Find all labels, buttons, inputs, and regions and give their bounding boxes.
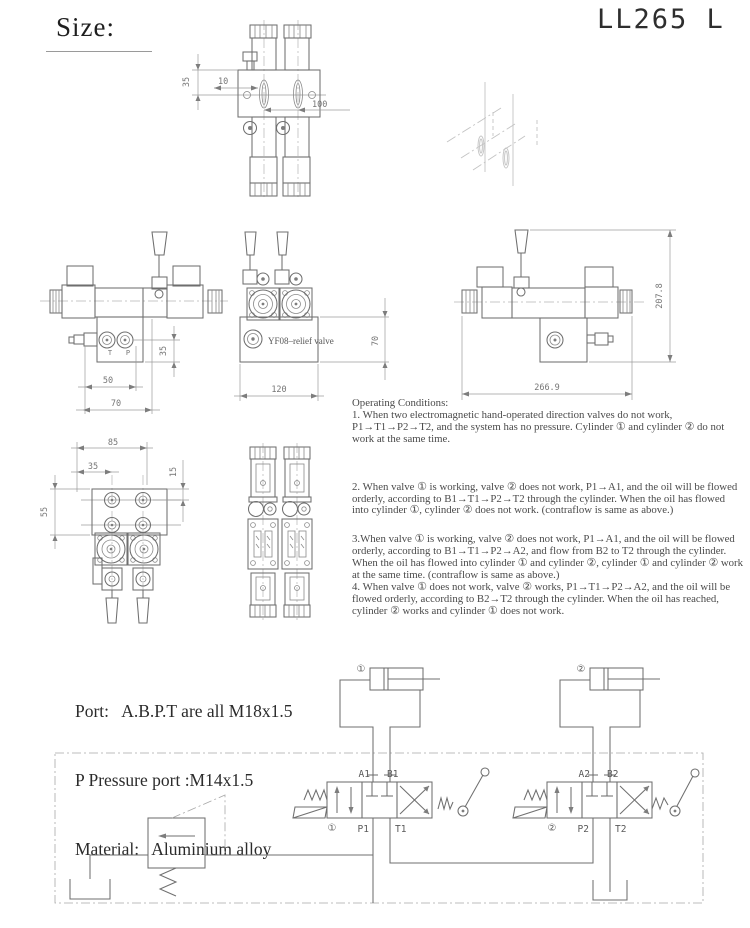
cylinder-2-number: ② — [576, 664, 586, 675]
port-b2-label: B2 — [607, 769, 619, 780]
plan-dim-35: 35 — [182, 76, 192, 88]
valve-2-number: ② — [547, 823, 557, 834]
operating-condition-3: 3.When valve ① is working, valve ② does not work, P1→A1, and the oil will be flowed orderly, according to B1→T1→P2→A2, and flow from B2 to T2 through the cylinder. When the oil has flowed into cylinder ① and cylinder ②, cylinder ① and cylinder ② work at the same time. (contraflow is same as above.) — [352, 533, 744, 582]
port-t1-label: T1 — [395, 824, 407, 835]
port-a2-label: A2 — [578, 769, 590, 780]
size-underline — [46, 51, 152, 52]
assembled-dim-266: 266.9 — [534, 383, 560, 393]
plan-dim-100: 100 — [312, 100, 328, 110]
cylinder-1-number: ① — [356, 664, 366, 675]
port-p1-label: P1 — [357, 824, 369, 835]
port-t2-label: T2 — [615, 824, 627, 835]
relief-valve-label: YF08–relief valve — [268, 336, 334, 346]
bottom-dim-15: 15 — [169, 466, 179, 478]
bottom-dim-55: 55 — [40, 506, 50, 518]
front-dim-70: 70 — [110, 399, 122, 409]
iso-detail-drawing — [445, 78, 555, 198]
twin-valve-top-view-drawing — [243, 438, 338, 643]
port-a1-label: A1 — [358, 769, 370, 780]
spec-port: Port: A.B.P.T are all M18x1.5 — [75, 701, 293, 721]
port-b1-label: B1 — [387, 769, 399, 780]
front-dim-50: 50 — [102, 376, 114, 386]
spec-material: Material: Aluminium alloy — [75, 839, 272, 859]
assembled-view-drawing — [450, 224, 750, 424]
front-port-t-label: T — [107, 349, 113, 357]
front-dim-35: 35 — [159, 345, 169, 357]
operating-condition-1: 1. When two electromagnetic hand-operated direction valves do not work, P1→T1→P2→T2, and the system has no pressure. Cylinder ① and cylinder ② do not work at the same time. — [352, 408, 725, 445]
operating-condition-4: 4. When valve ① does not work, valve ② works, P1→T1→P2→A2, and the oil will be flowed orderly, according to B2→T2 through the cylinder. When the oil has reached, cylinder ② works and cylinder ① does not work. — [352, 580, 731, 617]
front-port-p-label: P — [125, 349, 131, 357]
operating-conditions-block — [352, 398, 744, 618]
spec-pressure-port: P Pressure port :M14x1.5 — [75, 770, 254, 790]
operating-conditions-title: Operating Conditions: — [352, 397, 449, 409]
bottom-view-drawing — [33, 430, 238, 642]
assembled-dim-207: 207.8 — [655, 283, 665, 309]
plan-dim-10: 10 — [218, 77, 229, 87]
side-dim-70: 70 — [371, 335, 381, 347]
valve-1-number: ① — [327, 823, 337, 834]
plan-view-drawing — [180, 8, 360, 213]
hydraulic-schematic — [40, 655, 730, 925]
bottom-dim-85: 85 — [107, 438, 119, 448]
front-view-drawing — [38, 224, 238, 424]
size-heading: Size: — [56, 12, 115, 42]
side-view-drawing — [236, 224, 390, 424]
side-dim-120: 120 — [271, 385, 287, 395]
operating-condition-2: 2. When valve ① is working, valve ② does not work, P1→A1, and the oil will be flowed orderly, according to B1→T1→P2→T2 through the cylinder. When the oil has flowed into cylinder ①, cylinder ② does not work. (contraflow is same as above.) — [352, 480, 738, 517]
model-code: LL265 L — [597, 4, 725, 35]
port-p2-label: P2 — [577, 824, 589, 835]
bottom-dim-35: 35 — [87, 462, 99, 472]
